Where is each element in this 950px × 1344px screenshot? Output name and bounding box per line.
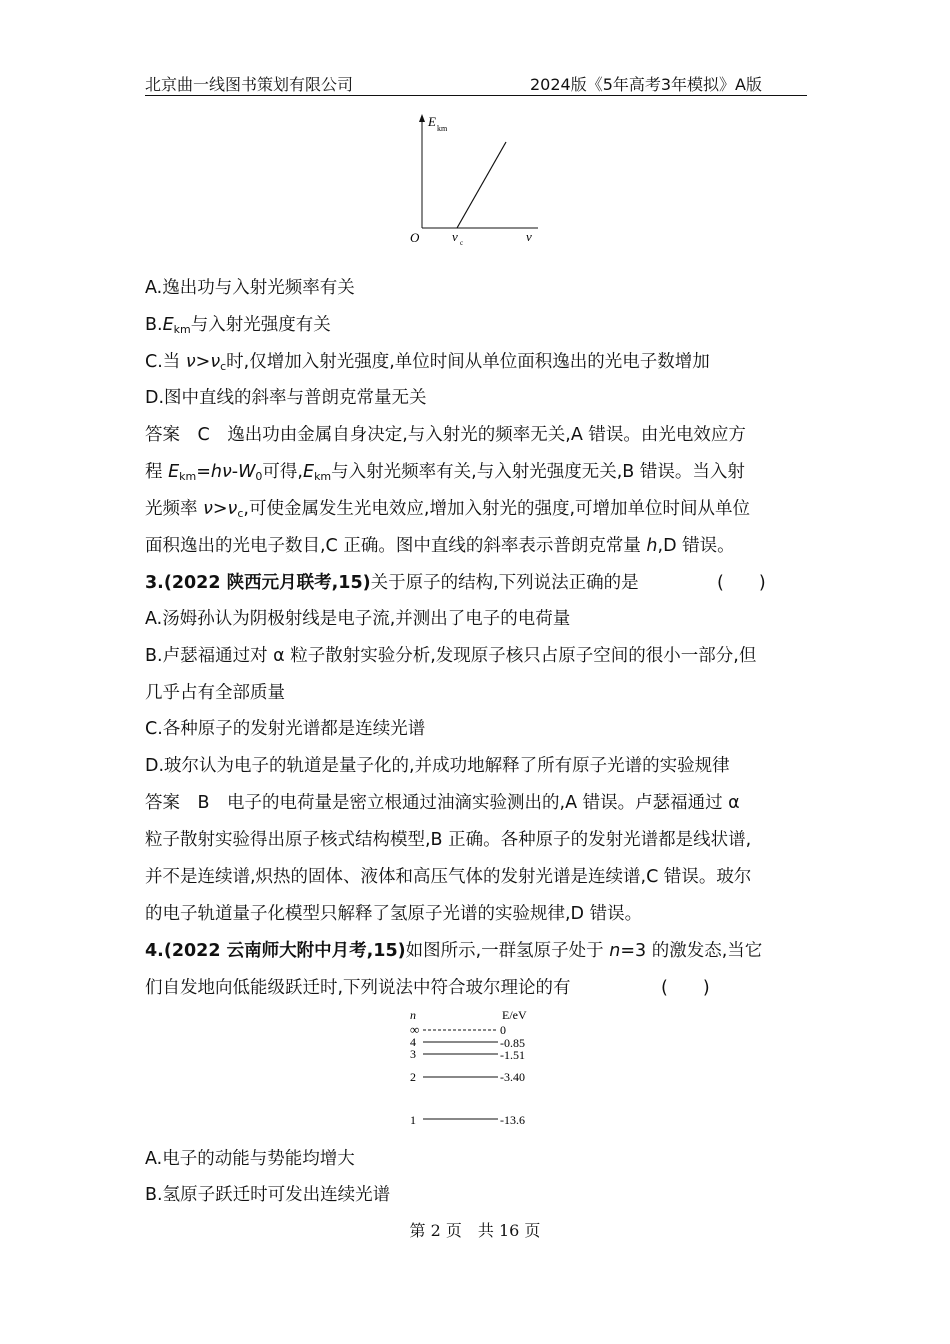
level-n: 2 bbox=[410, 1070, 416, 1084]
e-label: E/eV bbox=[502, 1008, 527, 1022]
level-e: -0.85 bbox=[500, 1036, 525, 1050]
energy-level-diagram bbox=[400, 1004, 560, 1130]
header-left: 北京曲一线图书策划有限公司 bbox=[145, 75, 354, 94]
level-2 bbox=[410, 1070, 525, 1084]
q3-answer-line-2: 粒子散射实验得出原子核式结构模型,B 正确。各种原子的发射光谱都是线状谱, bbox=[145, 830, 752, 850]
q2-answer-line-3: 光频率 $\nu>\nu_c$,可使金属发生光电效应,增加入射光的强度,可增加单位时间从单位 bbox=[145, 499, 751, 520]
y-axis-label-sub: km bbox=[437, 124, 448, 133]
q2-answer-line-1: 答案 C 逸出功由金属自身决定,与入射光的频率无关,A 错误。由光电效应方 bbox=[145, 425, 746, 445]
header-rule bbox=[145, 95, 807, 96]
q3-answer-line-4: 的电子轨道量子化模型只解释了氢原子光谱的实验规律,D 错误。 bbox=[145, 904, 643, 924]
q3-option-c: C.各种原子的发射光谱都是连续光谱 bbox=[145, 719, 426, 739]
q4-option-a: A.电子的动能与势能均增大 bbox=[145, 1149, 355, 1169]
q3-option-b-line-2: 几乎占有全部质量 bbox=[145, 683, 285, 703]
level-n: 1 bbox=[410, 1113, 416, 1127]
q2-answer-line-2: 程 $E_{km}=h\nu-W_0$可得$,E_{km}$与入射光频率有关,与入射光强度无关,B 错误。当入射 bbox=[145, 462, 745, 483]
level-e: -13.6 bbox=[500, 1113, 525, 1127]
q3-answer-paren: ( ) bbox=[717, 573, 766, 593]
level-3 bbox=[410, 1047, 525, 1062]
x-axis-label: ν bbox=[526, 229, 532, 244]
q3-answer-line-3: 并不是连续谱,炽热的固体、液体和高压气体的发射光谱是连续谱,C 错误。玻尔 bbox=[145, 867, 752, 887]
page-footer: 第 2 页 共 16 页 bbox=[409, 1221, 541, 1240]
n-label: n bbox=[410, 1008, 416, 1022]
q2-option-c: C.当 $\nu>\nu_c$时,仅增加入射光强度,单位时间从单位面积逸出的光电子数增加 bbox=[145, 352, 710, 373]
level-e: 0 bbox=[500, 1023, 506, 1037]
q2-answer-line-4: 面积逸出的光电子数目,C 正确。图中直线的斜率表示普朗克常量 h,D 错误。 bbox=[145, 536, 735, 556]
header-right: 2024版《5年高考3年模拟》A版 bbox=[529, 75, 762, 94]
q2-option-d: D.图中直线的斜率与普朗克常量无关 bbox=[145, 388, 427, 408]
level-inf bbox=[410, 1022, 506, 1037]
q3-stem: 3.(2022 陕西元月联考,15)关于原子的结构,下列说法正确的是 ( ) bbox=[145, 573, 766, 593]
q3-option-a: A.汤姆孙认为阴极射线是电子流,并测出了电子的电荷量 bbox=[145, 609, 571, 629]
q3-answer-line-1: 答案 B 电子的电荷量是密立根通过油滴实验测出的,A 错误。卢瑟福通过 α bbox=[145, 793, 740, 813]
y-axis-arrow bbox=[419, 114, 425, 122]
y-axis-label: E bbox=[428, 114, 436, 129]
q4-answer-paren: ( ) bbox=[661, 978, 710, 998]
level-1 bbox=[410, 1113, 525, 1127]
x-tick-label: ν bbox=[452, 229, 458, 244]
origin-label: O bbox=[410, 230, 420, 245]
level-e: -3.40 bbox=[500, 1070, 525, 1084]
q3-option-b-line-1: B.卢瑟福通过对 α 粒子散射实验分析,发现原子核只占原子空间的很小一部分,但 bbox=[145, 646, 757, 666]
q4-stem-line-2: 们自发地向低能级跃迁时,下列说法中符合玻尔理论的有 ( ) bbox=[145, 978, 710, 998]
level-n: 4 bbox=[410, 1035, 416, 1049]
q3-option-d: D.玻尔认为电子的轨道是量子化的,并成功地解释了所有原子光谱的实验规律 bbox=[145, 756, 730, 776]
graph-line bbox=[457, 142, 506, 228]
ekm-frequency-graph bbox=[400, 110, 550, 250]
level-n: 3 bbox=[410, 1047, 416, 1061]
q4-stem-line-1: 4.(2022 云南师大附中月考,15)如图所示,一群氢原子处于 n=3 的激发态,当它 bbox=[145, 941, 763, 961]
q4-option-b: B.氢原子跃迁时可发出连续光谱 bbox=[145, 1185, 391, 1205]
level-n: ∞ bbox=[410, 1022, 420, 1037]
q2-option-a: A.逸出功与入射光频率有关 bbox=[145, 278, 355, 298]
level-e: -1.51 bbox=[500, 1048, 525, 1062]
q2-option-b: $B.E_{km}$与入射光强度有关 bbox=[145, 315, 331, 336]
x-tick-label-sub: c bbox=[460, 239, 464, 247]
